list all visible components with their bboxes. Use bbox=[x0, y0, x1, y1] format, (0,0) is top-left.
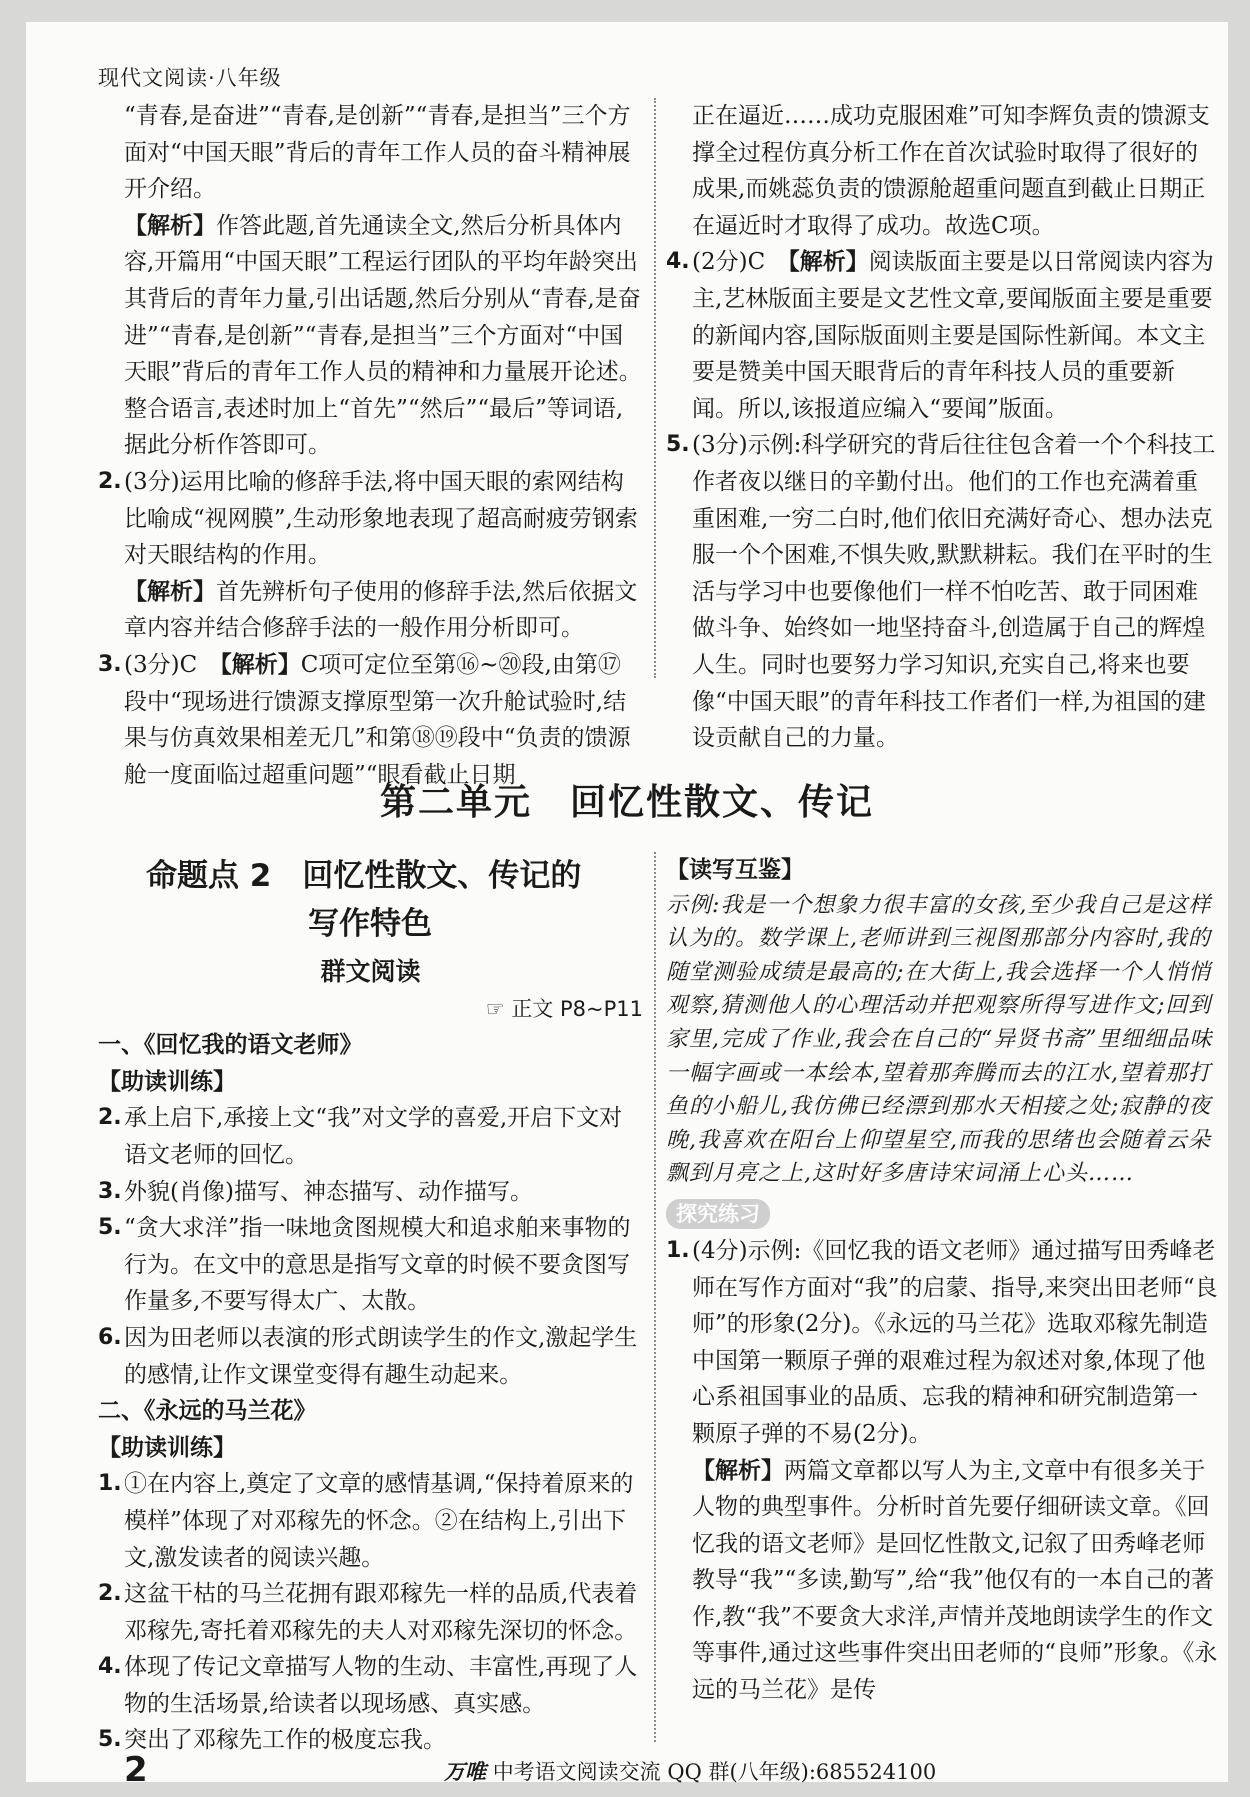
answer-item-1 bbox=[666, 1233, 1218, 1453]
running-header: 现代文阅读·八年级 bbox=[98, 66, 282, 90]
section-2-list bbox=[98, 1466, 643, 1759]
brand-logo: 万唯 bbox=[444, 1760, 486, 1784]
list-item bbox=[98, 1174, 643, 1211]
q3-analysis-continued: 正在逼近……成功克服困难”可知李辉负责的馈源支撑全过程仿真分析工作在首次试验时取得了很好的成果,而姚蕊负责的馈源舱超重问题直到截止日期正在逼近时才取得了成功。故选C项。 bbox=[692, 103, 1210, 239]
item-text: 承上启下,承接上文“我”对文学的喜爱,开启下文对语文老师的回忆。 bbox=[124, 1105, 623, 1168]
item-number: 3. bbox=[98, 651, 122, 677]
score-choice: (3分)C bbox=[124, 651, 221, 678]
list-item bbox=[98, 1210, 643, 1320]
example-passage: 示例:我是一个想象力很丰富的女孩,至少我自己是这样认为的。数学课上,老师讲到三视图那部分内容时,我的随堂测验成绩是最高的;在大街上,我会选择一个人悄悄观察,猜测他人的心理活动并把观察所得写进作文;回到家里,完成了作业,我会在自己的“异贤书斋”里细细品味一幅字画或一本绘本,望着那奔腾而去的江水,望着那打鱼的小船儿,我仿佛已经漂到那水天相接之处;寂静的夜晚,我喜欢在阳台上仰望星空,而我的思绪也会随着云朵飘到月亮之上,这时好多唐诗宋词涌上心头…… bbox=[666, 892, 1213, 1187]
analysis-tag: 【解析】 bbox=[220, 651, 301, 678]
answer-item-5 bbox=[666, 427, 1218, 756]
item-text: 突出了邓稼先工作的极度忘我。 bbox=[124, 1727, 446, 1754]
section-1-title: 一、《回忆我的语文老师》 bbox=[98, 1032, 363, 1059]
answer-item-4 bbox=[666, 244, 1218, 427]
item-number: 2. bbox=[98, 1581, 122, 1607]
item-number: 2. bbox=[98, 468, 122, 494]
q1-analysis bbox=[666, 1453, 1218, 1709]
item-text: 因为田老师以表演的形式朗读学生的作文,激起学生的感情,让作文课堂变得有趣生动起来。 bbox=[124, 1324, 638, 1388]
list-item bbox=[98, 1722, 643, 1759]
q2-analysis bbox=[98, 574, 643, 647]
hand-pointer-icon: ☞ bbox=[485, 996, 512, 1021]
item-number: 5. bbox=[666, 432, 690, 458]
analysis-text: 作答此题,首先通读全文,然后分析具体内容,开篇用“中国天眼”工程运行团队的平均年龄突出其背后的青年力量,引出话题,然后分别从“青春,是奋进”“青春,是创新”“青春,是担当”三个方面对“中国天眼”背后的青年工作人员的精神和力量展开论述。整合语言,表述时加上“首先”“然后”“最后”等词语,据此分析作答即可。 bbox=[124, 212, 642, 459]
page bbox=[26, 22, 1228, 1790]
top-left-column bbox=[98, 98, 643, 793]
column-divider bbox=[654, 852, 656, 1742]
topic-title-line2: 写作特色 bbox=[308, 906, 432, 942]
section-1-tag: 【助读训练】 bbox=[98, 1068, 236, 1095]
page-reference bbox=[98, 991, 643, 1028]
list-item bbox=[98, 1576, 643, 1649]
explore-practice-badge: 探究练习 bbox=[666, 1199, 770, 1229]
footer bbox=[444, 1756, 936, 1786]
column-divider bbox=[654, 98, 656, 678]
section-2-tag: 【助读训练】 bbox=[98, 1434, 236, 1461]
item-text: ①在内容上,奠定了文章的感情基调,“保持着原来的模样”体现了对邓稼先的怀念。②在结构上,引出下文,激发读者的阅读兴趣。 bbox=[124, 1471, 634, 1571]
top-right-column bbox=[666, 98, 1218, 757]
item-text: 外貌(肖像)描写、神态描写、动作描写。 bbox=[124, 1178, 533, 1205]
bottom-right-column bbox=[666, 852, 1218, 1709]
item-number: 5. bbox=[98, 1727, 122, 1753]
item-number: 5. bbox=[98, 1215, 122, 1241]
page-number: 2 bbox=[124, 1750, 148, 1790]
item-number: 4. bbox=[666, 249, 690, 275]
score-choice: (2分)C bbox=[692, 249, 789, 276]
answer-item-2 bbox=[98, 464, 643, 574]
analysis-text: C项可定位至第⑯~⑳段,由第⑰段中“现场进行馈源支撑原型第一次升舱试验时,结果与仿真效果相差无几”和第⑱⑲段中“负责的馈源舱一度面临过超重问题”“眼看截止日期 bbox=[124, 651, 631, 788]
analysis-text: 首先辨析句子使用的修辞手法,然后依据文章内容并结合修辞手法的一般作用分析即可。 bbox=[124, 578, 638, 642]
item-number: 2. bbox=[98, 1105, 122, 1131]
item-text bbox=[692, 244, 1218, 427]
analysis-tag: 【解析】 bbox=[124, 578, 216, 605]
answer-item-3 bbox=[98, 647, 643, 793]
item-text: “贪大求洋”指一味地贪图规模大和追求舶来事物的行为。在文中的意思是指写文章的时候不要贪图写作量多,不要写得太广、太散。 bbox=[124, 1215, 631, 1315]
item-number: 1. bbox=[98, 1471, 122, 1497]
item-text bbox=[124, 647, 643, 793]
q1-answer-continued: “青春,是奋进”“青春,是创新”“青春,是担当”三个方面对“中国天眼”背后的青年工作人员的奋斗精神展开介绍。 bbox=[124, 103, 631, 203]
group-reading-label: 群文阅读 bbox=[320, 957, 421, 986]
footer-text: 中考语文阅读交流 QQ 群(八年级):685524100 bbox=[492, 1760, 937, 1784]
page-reference-text: 正文 P8~P11 bbox=[511, 996, 643, 1021]
item-text: (3分)运用比喻的修辞手法,将中国天眼的索网结构比喻成“视网膜”,生动形象地表现了超高耐疲劳钢索对天眼结构的作用。 bbox=[124, 468, 638, 569]
topic-title-line1: 命题点 2 回忆性散文、传记的 bbox=[146, 858, 582, 894]
unit-title: 第二单元 回忆性散文、传记 bbox=[379, 782, 874, 823]
item-text: (4分)示例:《回忆我的语文老师》通过描写田秀峰老师在写作方面对“我”的启蒙、指导,来突出田老师“良师”的形象(2分)。《永远的马兰花》选取邓稼先制造中国第一颗原子弹的艰难过程为叙述对象,体现了他心系祖国事业的品质、忘我的精神和研究制造第一颗原子弹的不易(2分)。 bbox=[692, 1237, 1218, 1447]
item-number: 1. bbox=[666, 1237, 690, 1263]
section-1-list bbox=[98, 1100, 643, 1393]
item-number: 3. bbox=[98, 1178, 122, 1204]
q1-analysis bbox=[98, 208, 643, 464]
list-item bbox=[98, 1649, 643, 1722]
analysis-tag: 【解析】 bbox=[124, 212, 216, 239]
item-text: (3分)示例:科学研究的背后往往包含着一个个科技工作者夜以继日的辛勤付出。他们的工作也充满着重重困难,一穷二白时,他们依旧充满好奇心、想办法克服一个个困难,不惧失败,默默耕耘。我们在平时的生活与学习中也要像他们一样不怕吃苦、敢于同困难做斗争、始终如一地坚持奋斗,创造属于自己的辉煌人生。同时也要努力学习知识,充实自己,将来也要像“中国天眼”的青年科技工作者们一样,为祖国的建设贡献自己的力量。 bbox=[692, 432, 1216, 752]
item-text: 体现了传记文章描写人物的生动、丰富性,再现了人物的生活场景,给读者以现场感、真实感。 bbox=[124, 1654, 638, 1717]
list-item bbox=[98, 1466, 643, 1576]
list-item bbox=[98, 1320, 643, 1393]
analysis-text: 两篇文章都以写人为主,文章中有很多关于人物的典型事件。分析时首先要仔细研读文章。《回忆我的语文老师》是回忆性散文,记叙了田秀峰老师教导“我”“多读,勤写”,给“我”他仅有的一本自己的著作,教“我”不要贪大求洋,声情并茂地朗读学生的作文等事件,通过这些事件突出田老师的“良师”形象。《永远的马兰花》是传 bbox=[692, 1457, 1218, 1704]
section-2-title: 二、《永远的马兰花》 bbox=[98, 1398, 317, 1425]
bottom-left-column bbox=[98, 852, 643, 1759]
item-number: 6. bbox=[98, 1324, 122, 1350]
item-number: 4. bbox=[98, 1654, 122, 1680]
analysis-tag: 【解析】 bbox=[788, 249, 869, 276]
analysis-text: 阅读版面主要是以日常阅读内容为主,艺林版面主要是文艺性文章,要闻版面主要是重要的新闻内容,国际版面则主要是国际性新闻。本文主要是赞美中国天眼背后的青年科技人员的重要新闻。所以,该报道应编入“要闻”版面。 bbox=[692, 249, 1214, 422]
list-item bbox=[98, 1100, 643, 1173]
item-text: 这盆干枯的马兰花拥有跟邓稼先一样的品质,代表着邓稼先,寄托着邓稼先的夫人对邓稼先深切的怀念。 bbox=[124, 1581, 638, 1644]
analysis-tag: 【解析】 bbox=[692, 1457, 784, 1484]
read-write-tag: 【读写互鉴】 bbox=[666, 857, 804, 883]
